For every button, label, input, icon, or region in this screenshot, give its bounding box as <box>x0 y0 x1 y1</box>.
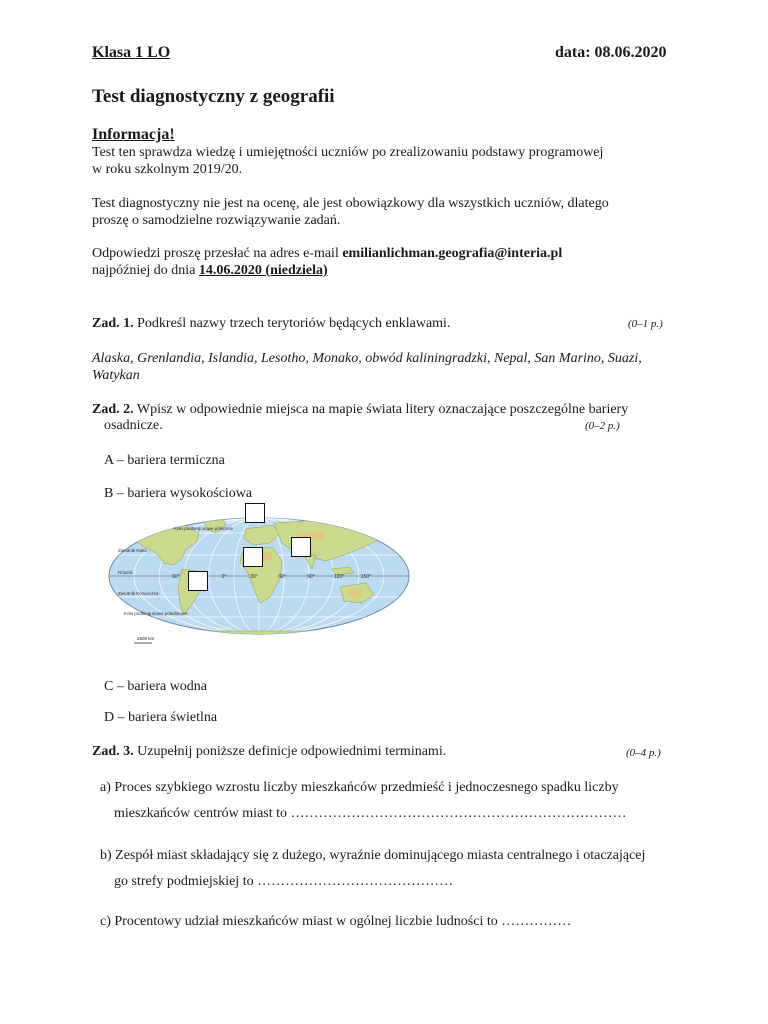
barrier-b: B – bariera wysokościowa <box>104 486 253 501</box>
task3-c[interactable]: c) Procentowy udział mieszkańców miast w ogólnej liczbie ludności to …………… <box>100 914 572 929</box>
task3-points: (0–4 p.) <box>626 747 661 759</box>
info-text: proszę o samodzielne rozwiązywanie zadań. <box>92 213 341 228</box>
class-label: Klasa 1 LO <box>92 44 171 61</box>
map-lon-label: 120° <box>333 574 345 580</box>
info-heading: Informacja! <box>92 126 175 143</box>
map-label-arctic: Koło podbiegunowe północne <box>174 526 234 531</box>
page-title: Test diagnostyczny z geografii <box>92 86 335 107</box>
email-link[interactable]: emilianlichman.geografia@interia.pl <box>342 246 563 261</box>
task3-label: Zad. 3. <box>92 744 134 759</box>
map-label-antarctic: Koło podbiegunowe południowe <box>124 611 188 616</box>
task1-instruction <box>92 316 450 332</box>
map-lon-label: 150° <box>360 574 372 580</box>
task3-a: a) Proces szybkiego wzrostu liczby mieszkańców przedmieść i jednoczesnego spadku liczby <box>100 780 619 795</box>
task3-a-answer[interactable]: mieszkańców centrów miast to ……………………………………………………………… <box>114 806 627 821</box>
barrier-c: C – bariera wodna <box>104 679 208 694</box>
task2-text: Wpisz w odpowiednie miejsca na mapie świata litery oznaczające poszczególne bariery <box>133 402 629 417</box>
info-contact <box>92 246 562 262</box>
task3-text: Uzupełnij poniższe definicje odpowiednimi terminami. <box>133 744 447 759</box>
answer-box[interactable] <box>243 547 263 567</box>
task1-options[interactable]: Watykan <box>92 368 140 383</box>
info-text: Test diagnostyczny nie jest na ocenę, ale jest obowiązkowy dla wszystkich uczniów, dlatego <box>92 196 609 211</box>
task3-b: b) Zespół miast składający się z dużego, wyraźnie dominującego miasta centralnego i otaczającej <box>100 848 646 863</box>
map-lon-label: 60° <box>278 574 286 580</box>
map-label-cancer: Zwrotnik Raka <box>118 548 147 553</box>
map-label-equator: Równik <box>118 570 133 575</box>
task3-b-answer[interactable]: go strefy podmiejskiej to …………………………………… <box>114 874 454 889</box>
barrier-d: D – bariera świetlna <box>104 710 218 725</box>
info-text: w roku szkolnym 2019/20. <box>92 162 243 177</box>
map-label-capricorn: Zwrotnik Koziorożca <box>118 591 159 596</box>
answer-box[interactable] <box>245 503 265 523</box>
task1-label: Zad. 1. <box>92 316 134 331</box>
barrier-a: A – bariera termiczna <box>104 453 225 468</box>
answer-box[interactable] <box>291 537 311 557</box>
task2-text: osadnicze. <box>104 418 163 433</box>
world-map <box>104 503 414 649</box>
world-map-svg <box>104 503 414 649</box>
task1-points: (0–1 p.) <box>628 318 663 330</box>
info-text: Odpowiedzi proszę przesłać na adres e-mail <box>92 246 343 261</box>
map-lon-label: 0° <box>221 574 227 580</box>
info-text: najpóźniej do dnia <box>92 263 199 278</box>
task2-instruction <box>92 402 628 418</box>
map-scale-label: 2500 km <box>137 636 155 641</box>
answer-box[interactable] <box>188 571 208 591</box>
map-lon-label: 30° <box>250 574 258 580</box>
info-text: Test ten sprawdza wiedzę i umiejętności uczniów po zrealizowaniu podstawy programowej <box>92 145 604 160</box>
info-deadline <box>92 263 328 279</box>
task1-options[interactable]: Alaska, Grenlandia, Islandia, Lesotho, Monako, obwód kaliningradzki, Nepal, San Marino, Suazi, <box>92 351 642 366</box>
task1-text: Podkreśl nazwy trzech terytoriów będących enklawami. <box>133 316 451 331</box>
task2-label: Zad. 2. <box>92 402 134 417</box>
task3-instruction <box>92 744 446 760</box>
deadline-date: 14.06.2020 (niedziela) <box>198 263 328 278</box>
task2-points: (0–2 p.) <box>585 420 620 432</box>
map-lon-label: 60° <box>172 574 180 580</box>
map-lon-label: 90° <box>307 574 315 580</box>
date-label: data: 08.06.2020 <box>555 44 667 61</box>
